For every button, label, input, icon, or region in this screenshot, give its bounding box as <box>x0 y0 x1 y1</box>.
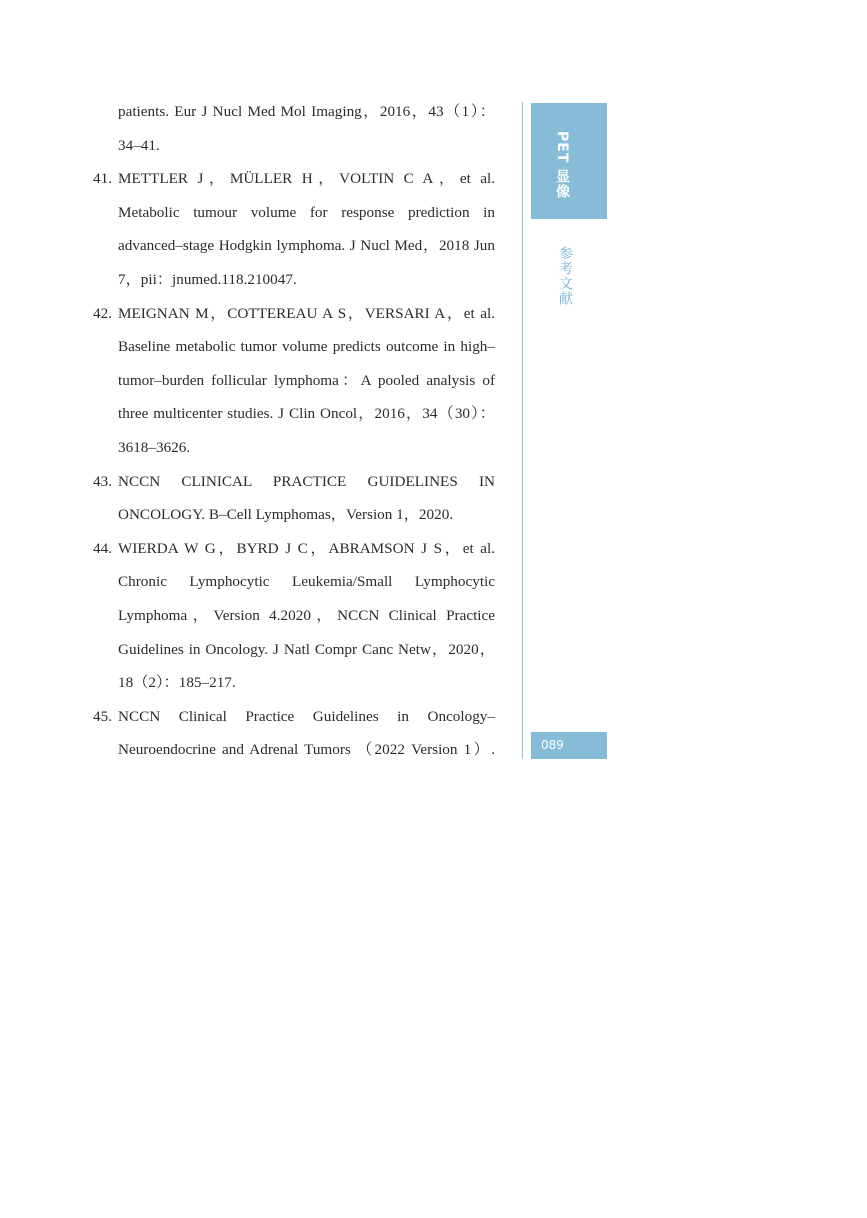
page-number: 089 <box>541 738 564 752</box>
reference-item <box>93 465 495 532</box>
reference-list <box>93 95 495 767</box>
reference-number: 41. <box>93 170 112 188</box>
reference-item <box>93 95 495 162</box>
reference-number: 45. <box>93 707 112 725</box>
reference-number: 44. <box>93 539 112 557</box>
chapter-label: PET 显像 <box>554 131 570 200</box>
reference-item <box>93 532 495 700</box>
reference-text: NCCN CLINICAL PRACTICE GUIDELINES IN ONCOLOGY. B–Cell Lymphomas，Version 1，2020. <box>118 472 495 524</box>
section-label: 参考文献 <box>557 246 573 306</box>
reference-item <box>93 700 495 767</box>
reference-item <box>93 162 495 296</box>
reference-text: WIERDA W G，BYRD J C，ABRAMSON J S，et al. Chronic Lymphocytic Leukemia/Small Lymphocytic Lymphoma，Version 4.2020，NCCN Clinical Practice Guidelines in Oncology. J Natl Compr Canc Netw，2020，18（2）：185–217. <box>118 539 495 692</box>
reference-text: NCCN Clinical Practice Guidelines in Oncology–Neuroendocrine and Adrenal Tumors （2022 Version 1）. <box>118 707 495 759</box>
reference-text: patients. Eur J Nucl Med Mol Imaging，2016，43（1）：34–41. <box>118 103 495 154</box>
reference-number: 42. <box>93 304 112 322</box>
reference-number: 43. <box>93 472 112 490</box>
reference-text: MEIGNAN M，COTTEREAU A S，VERSARI A，et al. Baseline metabolic tumor volume predicts outcome in high–tumor–burden follicular lymphoma：A pooled analysis of three multicenter studies. J Clin Oncol，2016，34（30）：3618–3626. <box>118 304 495 456</box>
reference-text: METTLER J，MÜLLER H，VOLTIN C A，et al. Metabolic tumour volume for response prediction in advanced–stage Hodgkin lymphoma. J Nucl Med，2018 Jun 7，pii：jnumed.118.210047. <box>118 170 495 288</box>
reference-item <box>93 297 495 465</box>
margin-divider <box>522 102 523 759</box>
